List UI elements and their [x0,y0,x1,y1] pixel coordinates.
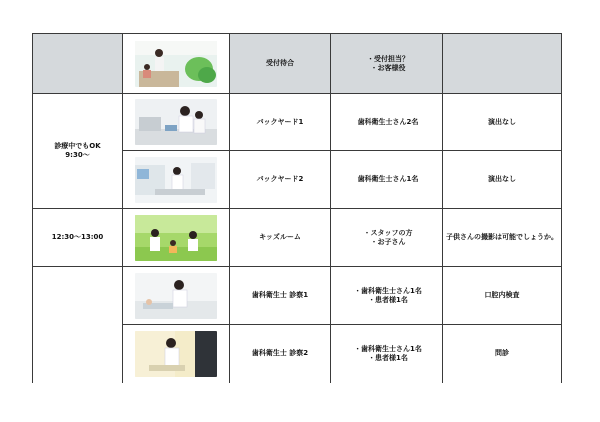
backyard-photo-2 [135,157,217,203]
note-cell: 口腔内検査 [443,267,562,325]
backyard-photo-1 [135,99,217,145]
people-line: 歯科衛生士さん1名 [357,175,419,183]
people-line: ・スタッフの方 [363,228,413,237]
header-photo-cell [123,34,230,94]
header-scene-cell: 受付待合 [230,34,331,94]
time-slot-2: 12:30～13:00 [33,209,123,267]
time-slot-3 [33,267,123,383]
table-row [33,209,562,267]
people-line: ・お子さん [370,237,406,246]
time-slot-1-line-2: 9:30～ [65,151,90,159]
kids-room-photo [135,215,217,261]
people-cell [331,151,443,209]
note-cell: 演出なし [443,151,562,209]
photo-cell [123,209,230,267]
note-cell: 演出なし [443,94,562,151]
reception-photo [135,41,217,87]
exam-photo-2 [135,331,217,377]
people-line: ・患者様1名 [368,353,408,362]
note-cell: 問診 [443,325,562,383]
photo-cell [123,267,230,325]
people-line: ・歯科衛生士さん1名 [354,344,422,353]
people-cell [331,267,443,325]
people-cell [331,94,443,151]
photo-cell [123,151,230,209]
table-row [33,94,562,151]
note-cell: 子供さんの撮影は可能でしょうか。 [443,209,562,267]
people-cell [331,209,443,267]
header-people-line-1: ・受付担当？ [367,54,409,63]
people-line: ・歯科衛生士さん1名 [354,286,422,295]
people-line: ・患者様1名 [368,295,408,304]
scene-cell: バックヤード2 [230,151,331,209]
scene-cell: 歯科衛生士 診察1 [230,267,331,325]
header-note-cell [443,34,562,94]
time-slot-1-line-1: 診療中でもOK [54,142,101,150]
people-line: 歯科衛生士さん2名 [357,117,419,126]
header-people-cell [331,34,443,94]
people-cell [331,325,443,383]
time-slot-1 [33,94,123,209]
photo-cell [123,94,230,151]
header-people-line-2: ・お客様役 [370,63,406,72]
scene-cell: キッズルーム [230,209,331,267]
exam-photo-1 [135,273,217,319]
shooting-schedule-table [32,33,562,383]
photo-cell [123,325,230,383]
header-time-cell [33,34,123,94]
table-row [33,267,562,325]
table-header-row [33,34,562,94]
scene-cell: バックヤード1 [230,94,331,151]
scene-cell: 歯科衛生士 診察2 [230,325,331,383]
